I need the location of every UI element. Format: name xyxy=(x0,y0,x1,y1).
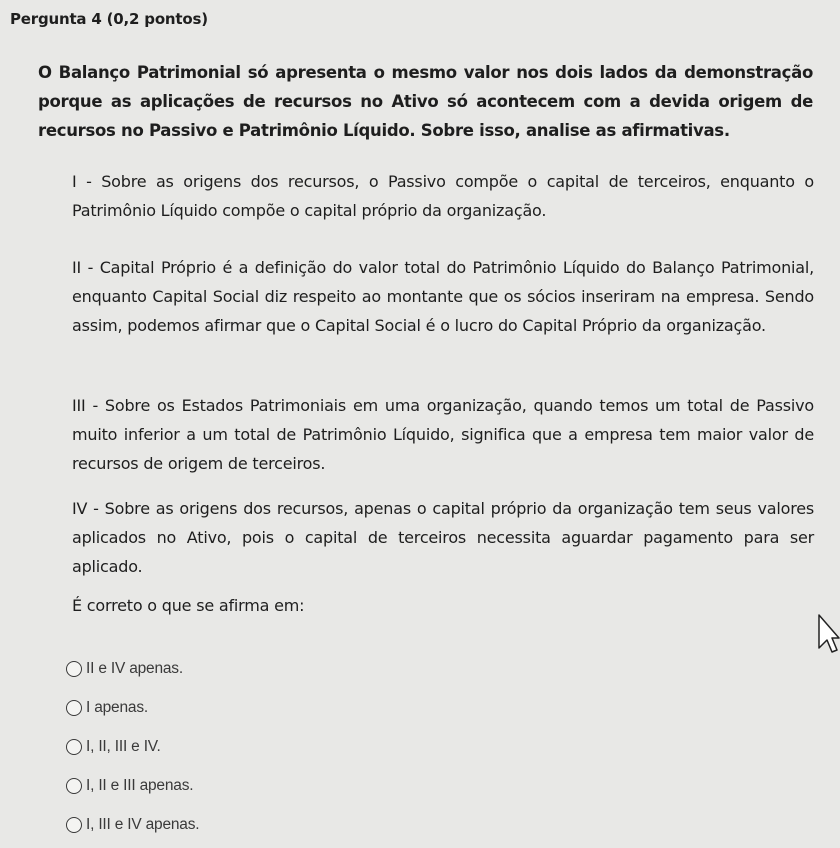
question-title: Pergunta 4 (0,2 pontos) xyxy=(10,10,208,28)
answer-prompt: É correto o que se afirma em: xyxy=(72,596,305,615)
answer-options xyxy=(66,649,199,844)
answer-option-label: I apenas. xyxy=(86,698,148,716)
assertion-4: IV - Sobre as origens dos recursos, apenas o capital próprio da organização tem seus valores aplicados no Ativo, pois o capital de terceiros necessita aguardar pagamento para ser aplicado. xyxy=(72,499,814,576)
radio-button[interactable] xyxy=(66,778,82,794)
radio-button[interactable] xyxy=(66,739,82,755)
answer-option-label: I, II e III apenas. xyxy=(86,776,194,794)
radio-button[interactable] xyxy=(66,661,82,677)
answer-option-d[interactable] xyxy=(66,766,199,805)
answer-option-c[interactable] xyxy=(66,727,199,766)
answer-option-a[interactable] xyxy=(66,649,199,688)
answer-option-b[interactable] xyxy=(66,688,199,727)
assertion-1: I - Sobre as origens dos recursos, o Passivo compõe o capital de terceiros, enquanto o Patrimônio Líquido compõe o capital próprio da organização. xyxy=(72,172,814,220)
assertion-3: III - Sobre os Estados Patrimoniais em uma organização, quando temos um total de Passivo muito inferior a um total de Patrimônio Líquido, significa que a empresa tem maior valor de recursos de origem de terceiros. xyxy=(72,396,814,473)
answer-option-label: I, III e IV apenas. xyxy=(86,815,200,833)
arrow-pointer-icon xyxy=(818,614,840,654)
answer-option-e[interactable] xyxy=(66,805,199,844)
assertion-2: II - Capital Próprio é a definição do valor total do Patrimônio Líquido do Balanço Patrimonial, enquanto Capital Social diz respeito ao montante que os sócios inseriram na empresa. Sendo assim, podemos afirmar que o Capital Social é o lucro do Capital Próprio da organização. xyxy=(72,258,814,335)
radio-button[interactable] xyxy=(66,700,82,716)
radio-button[interactable] xyxy=(66,817,82,833)
answer-option-label: I, II, III e IV. xyxy=(86,737,161,755)
question-statement: O Balanço Patrimonial só apresenta o mesmo valor nos dois lados da demonstração porque as aplicações de recursos no Ativo só acontecem com a devida origem de recursos no Passivo e Patrimônio Líquido. Sobre isso, analise as afirmativas. xyxy=(38,63,813,140)
answer-option-label: II e IV apenas. xyxy=(86,659,183,677)
